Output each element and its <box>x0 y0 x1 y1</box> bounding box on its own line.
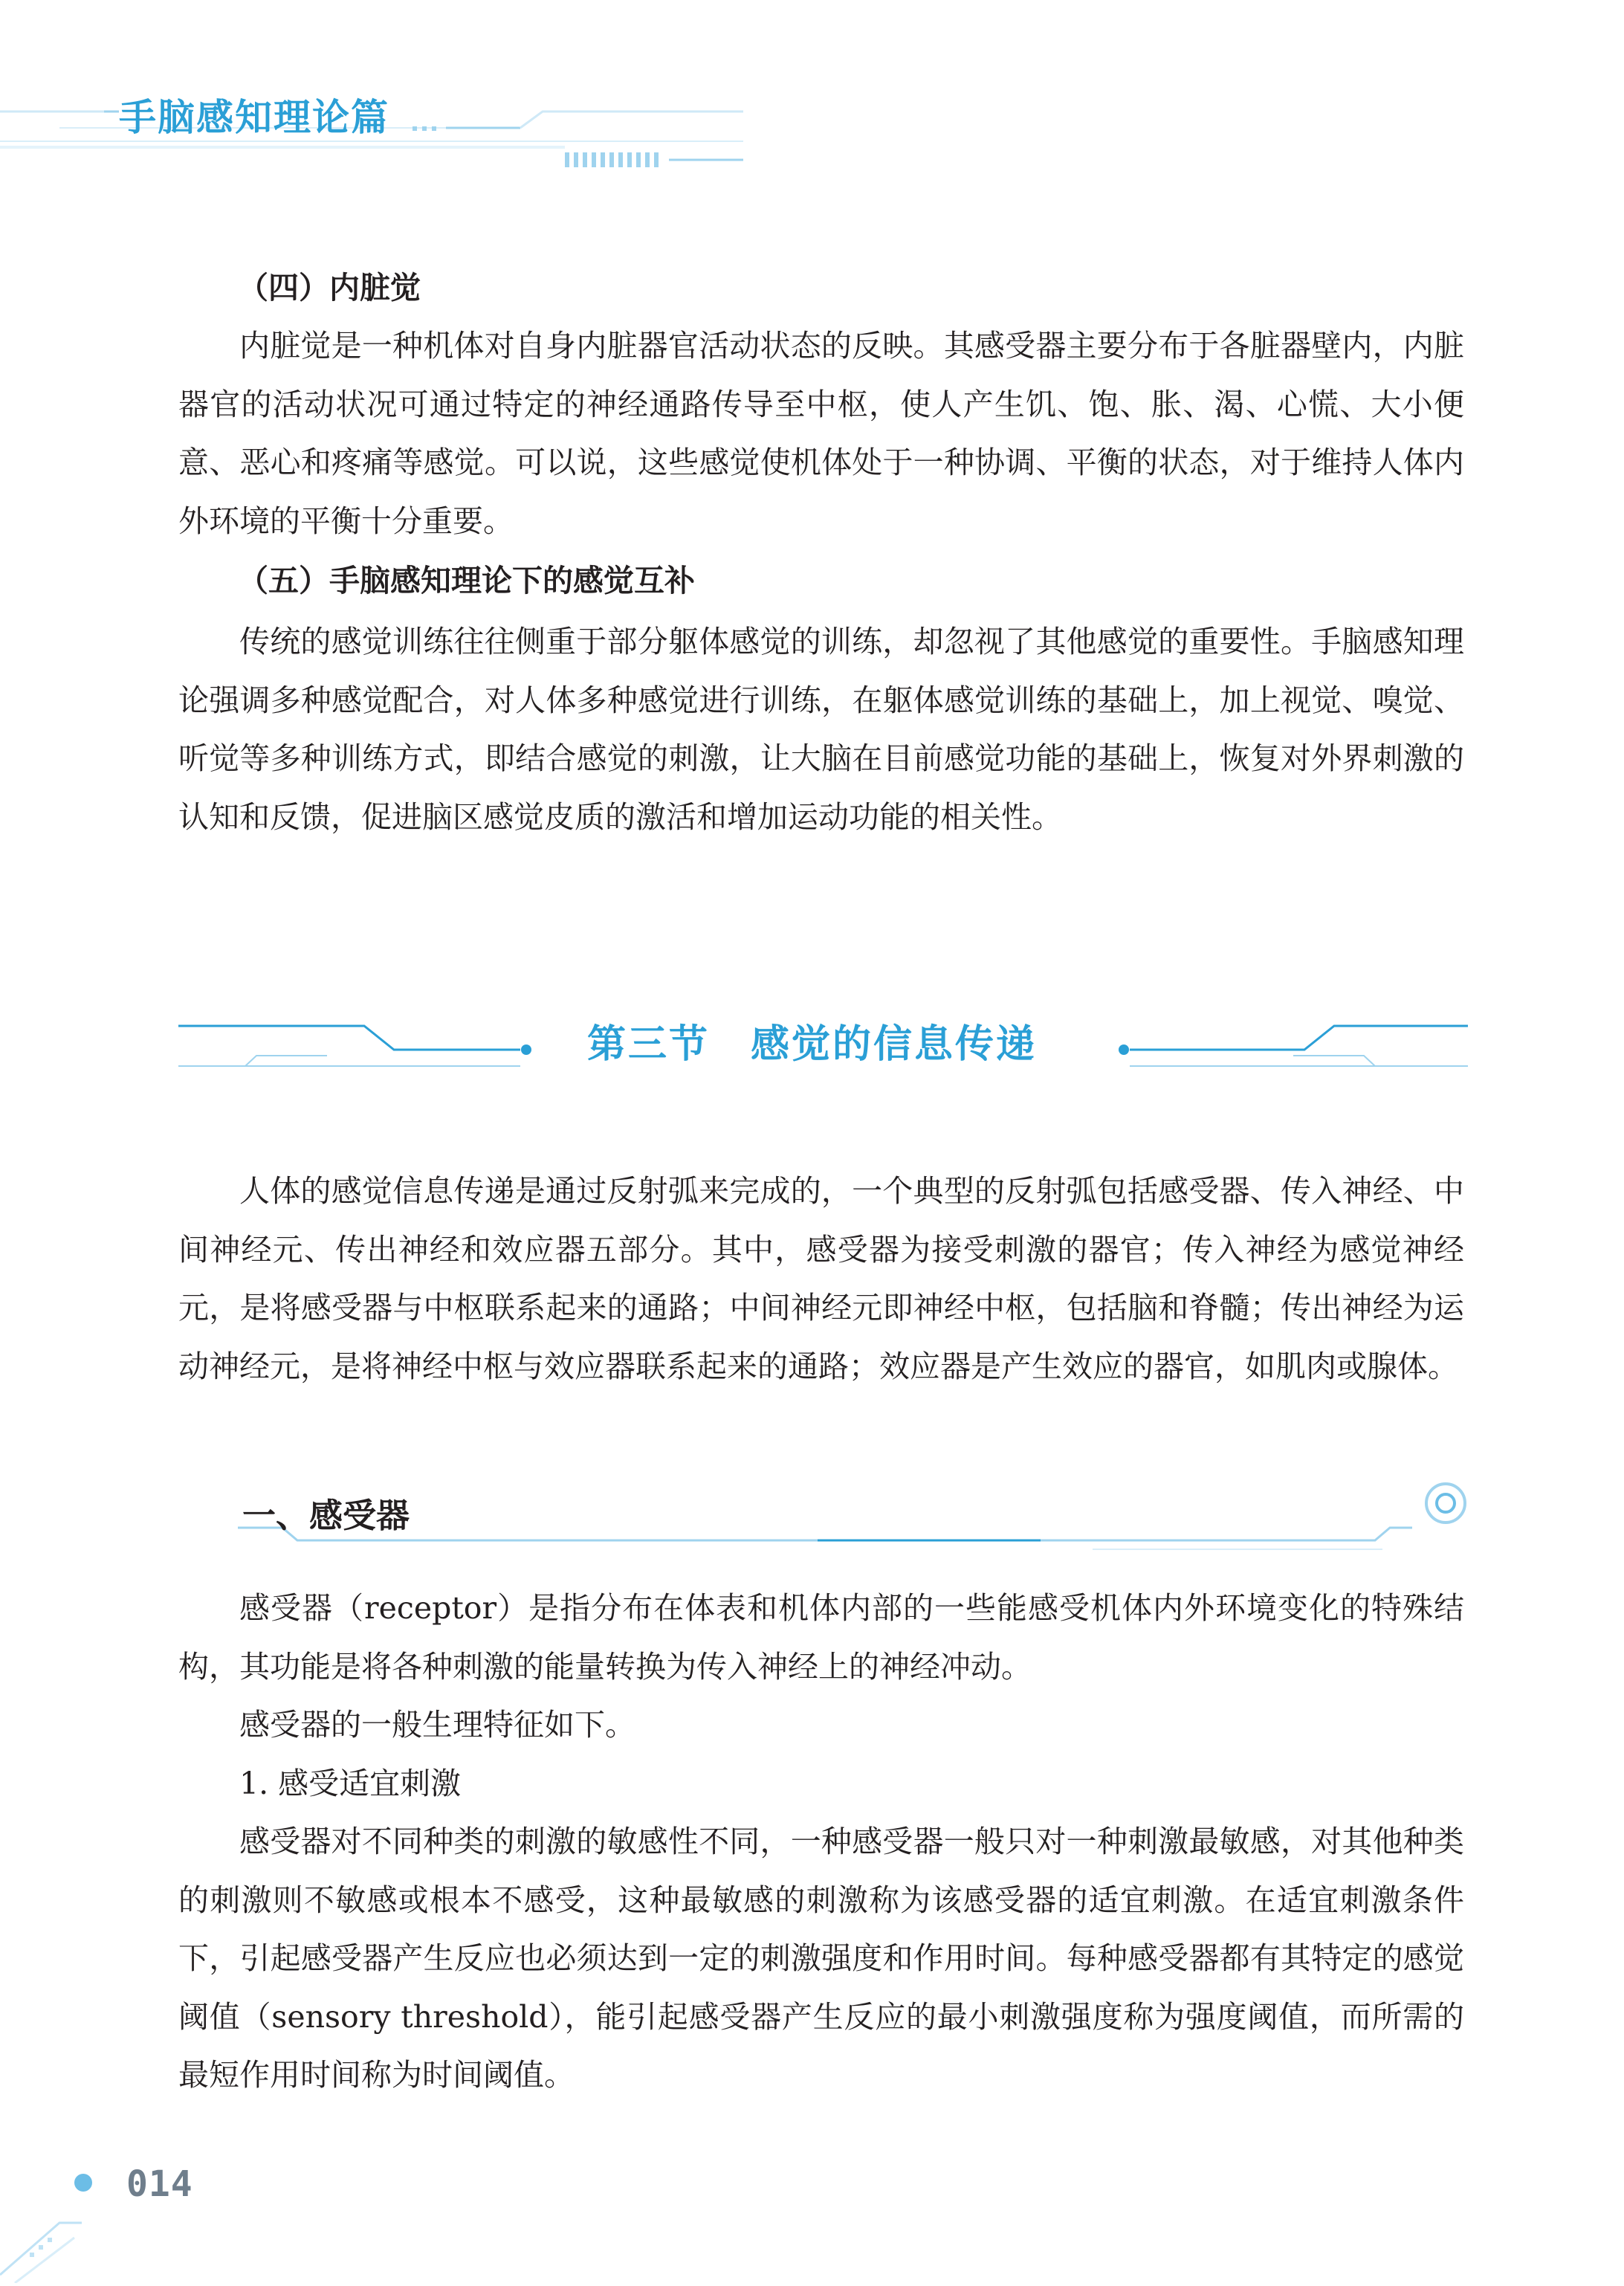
section-title: 第三节 感觉的信息传递 <box>586 1022 1037 1067</box>
list-item-adequate-stimulus: 1. 感受适宜刺激 <box>239 1765 462 1801</box>
section-receptor <box>178 1579 1464 2105</box>
header-title: 手脑感知理论篇 <box>119 96 389 139</box>
page-number: 014 <box>126 2163 193 2205</box>
paragraph-visceral: 内脏觉是一种机体对自身内脏器官活动状态的反映。其感受器主要分布于各脏器壁内，内脏器官的活动状况可通过特定的神经通路传导至中枢，使人产生饥、饱、胀、渴、心慌、大小便意、恶心和疼痛等感觉。可以说，这些感觉使机体处于一种协调、平衡的状态，对于维持人体内外环境的平衡十分重要。 <box>178 328 1464 539</box>
page-footer <box>0 2141 297 2283</box>
section-visceral-sense <box>178 259 1464 550</box>
subheading-complement: （五）手脑感知理论下的感觉互补 <box>238 563 695 598</box>
section-sense-complement <box>178 552 1464 846</box>
paragraph-receptor-def: 感受器（receptor）是指分布在体表和机体内部的一些能感受机体内外环境变化的特殊结构，其功能是将各种刺激的能量转换为传入神经上的神经冲动。 <box>178 1590 1464 1685</box>
paragraph-complement: 传统的感觉训练往往侧重于部分躯体感觉的训练，却忽视了其他感觉的重要性。手脑感知理论强调多种感觉配合，对人体多种感觉进行训练，在躯体感觉训练的基础上，加上视觉、嗅觉、听觉等多种训练方式，即结合感觉的刺激，让大脑在目前感觉功能的基础上，恢复对外界刺激的认知和反馈，促进脑区感觉皮质的激活和增加运动功能的相关性。 <box>178 624 1464 835</box>
paragraph-reflex-arc: 人体的感觉信息传递是通过反射弧来完成的，一个典型的反射弧包括感受器、传入神经、中间神经元、传出神经和效应器五部分。其中，感受器为接受刺激的器官；传入神经为感觉神经元，是将感受器与中枢联系起来的通路；中间神经元即神经中枢，包括脑和脊髓；传出神经为运动神经元，是将神经中枢与效应器联系起来的通路；效应器是产生效应的器官，如肌肉或腺体。 <box>178 1173 1464 1384</box>
paragraph-receptor-features: 感受器的一般生理特征如下。 <box>239 1707 635 1743</box>
page-header <box>0 0 1624 178</box>
target-icon <box>1426 1484 1465 1523</box>
footer-decoration <box>0 2141 297 2283</box>
subsection-title: 一、感受器 <box>242 1496 410 1535</box>
section-info-transmission <box>178 1162 1464 1395</box>
paragraph-adequate-stimulus: 感受器对不同种类的刺激的敏感性不同，一种感受器一般只对一种刺激最敏感，对其他种类的刺激则不敏感或根本不感受，这种最敏感的刺激称为该感受器的适宜刺激。在适宜刺激条件下，引起感受器产生反应也必须达到一定的刺激强度和作用时间。每种感受器都有其特定的感觉阈值（sensory threshold），能引起感受器产生反应的最小刺激强度称为强度阈值，而所需的最短作用时间称为时间阈值。 <box>178 1824 1464 2093</box>
subheading-visceral: （四）内脏觉 <box>238 270 421 306</box>
